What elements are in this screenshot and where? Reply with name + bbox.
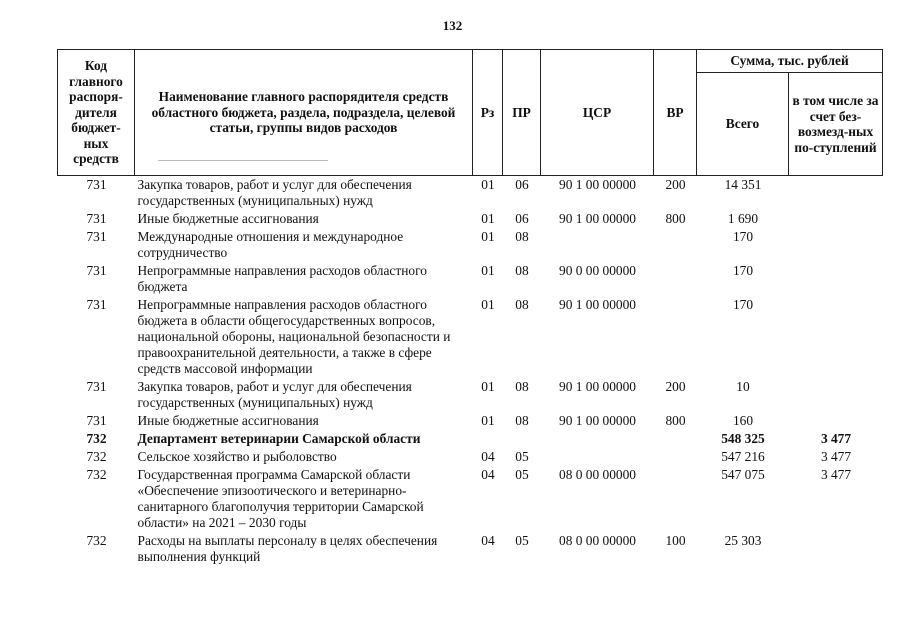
header-sum-group: Сумма, тыс. рублей: [697, 50, 883, 73]
row-code: 731: [86, 379, 107, 394]
header-rz: Рз: [473, 50, 503, 176]
row-name: Международные отношения и международное сотрудничество: [137, 229, 404, 260]
row-total: 170: [732, 263, 754, 278]
header-total: Всего: [697, 73, 789, 176]
row-rz: 01: [481, 297, 495, 312]
header-grants: в том числе за счет без-возмезд-ных по-ступлений: [789, 73, 883, 176]
row-code: 731: [86, 297, 107, 312]
row-total: 1 690: [727, 211, 759, 226]
row-total: 547 075: [721, 467, 765, 482]
page-number: 132: [442, 18, 463, 33]
row-grants: 3 477: [820, 431, 852, 446]
table-row: [58, 532, 883, 566]
row-code: 732: [86, 467, 107, 482]
budget-table: [57, 49, 883, 566]
row-rz: [473, 430, 503, 448]
row-csr: 90 1 00 00000: [559, 379, 636, 394]
row-name: Непрограммные направления расходов областного бюджета в области общегосударственных вопросов, национальной обороны, национальной безопасности и правоохранительной деятельности, а также в сфере средств массовой информации: [137, 297, 451, 376]
row-rz: 01: [481, 211, 495, 226]
table-row: [58, 228, 883, 262]
row-name: Департамент ветеринарии Самарской области: [137, 431, 421, 446]
table-row: [58, 412, 883, 430]
header-name: Наименование главного распорядителя средств областного бюджета, раздела, подраздела, целевой статьи, группы видов расходов: [135, 50, 473, 176]
row-total: 170: [732, 229, 754, 244]
row-csr: 90 1 00 00000: [559, 413, 636, 428]
row-grants: [789, 210, 883, 228]
row-grants: [789, 412, 883, 430]
row-csr: 90 1 00 00000: [559, 177, 636, 192]
header-vr: ВР: [654, 50, 697, 176]
row-name: Расходы на выплаты персоналу в целях обеспечения выполнения функций: [137, 533, 438, 564]
table-row: [58, 448, 883, 466]
row-vr: 200: [665, 379, 686, 394]
row-pr: 05: [515, 467, 529, 482]
row-total: 25 303: [724, 533, 762, 548]
row-name: Сельское хозяйство и рыболовство: [137, 449, 337, 464]
header-csr: ЦСР: [541, 50, 654, 176]
row-code: 732: [86, 449, 107, 464]
row-rz: 04: [481, 467, 495, 482]
header-code: Код главного распоря-дителя бюджет-ных средств: [58, 50, 135, 176]
row-pr: 08: [515, 263, 529, 278]
table-body: [58, 176, 883, 567]
row-name: Закупка товаров, работ и услуг для обеспечения государственных (муниципальных) нужд: [137, 177, 412, 208]
row-pr: 05: [515, 533, 529, 548]
row-name: Иные бюджетные ассигнования: [137, 211, 319, 226]
row-grants: 3 477: [820, 449, 852, 464]
row-code: 731: [86, 413, 107, 428]
row-total: 160: [732, 413, 754, 428]
row-pr: [503, 430, 541, 448]
row-name: Государственная программа Самарской области «Обеспечение эпизоотического и ветеринарно-санитарного благополучия территории Самарской области» на 2021 – 2030 годы: [137, 467, 424, 530]
row-code: 731: [86, 211, 107, 226]
row-grants: [789, 176, 883, 211]
row-code: 731: [86, 263, 107, 278]
row-vr: 200: [665, 177, 686, 192]
row-vr: [654, 466, 697, 532]
row-vr: 800: [665, 413, 686, 428]
row-code: 732: [86, 431, 107, 446]
row-name: Непрограммные направления расходов областного бюджета: [137, 263, 427, 294]
table-row: [58, 466, 883, 532]
row-pr: 08: [515, 413, 529, 428]
row-rz: 01: [481, 413, 495, 428]
row-csr: 08 0 00 00000: [559, 467, 636, 482]
row-pr: 06: [515, 211, 529, 226]
row-pr: 08: [515, 229, 529, 244]
row-pr: 08: [515, 297, 529, 312]
row-csr: 08 0 00 00000: [559, 533, 636, 548]
row-total: 14 351: [724, 177, 762, 192]
table-row: [58, 430, 883, 448]
row-vr: [654, 448, 697, 466]
row-total: 548 325: [721, 431, 765, 446]
row-vr: [654, 296, 697, 378]
row-grants: [789, 262, 883, 296]
table-row: [58, 262, 883, 296]
row-rz: 01: [481, 177, 495, 192]
row-csr: [541, 448, 654, 466]
row-code: 731: [86, 229, 107, 244]
row-grants: 3 477: [820, 467, 852, 482]
row-grants: [789, 378, 883, 412]
row-rz: 01: [481, 229, 495, 244]
header-pr: ПР: [503, 50, 541, 176]
row-total: 170: [732, 297, 754, 312]
row-pr: 05: [515, 449, 529, 464]
row-code: 732: [86, 533, 107, 548]
row-vr: [654, 262, 697, 296]
header-divider: [158, 160, 328, 161]
row-vr: [654, 430, 697, 448]
row-rz: 01: [481, 263, 495, 278]
row-total: 10: [736, 379, 750, 394]
row-rz: 04: [481, 533, 495, 548]
table-row: [58, 210, 883, 228]
row-grants: [789, 532, 883, 566]
row-vr: [654, 228, 697, 262]
row-pr: 06: [515, 177, 529, 192]
table-row: [58, 176, 883, 211]
row-csr: [541, 228, 654, 262]
row-vr: 100: [665, 533, 686, 548]
row-grants: [789, 228, 883, 262]
table-row: [58, 296, 883, 378]
row-rz: 04: [481, 449, 495, 464]
row-vr: 800: [665, 211, 686, 226]
row-name: Закупка товаров, работ и услуг для обеспечения государственных (муниципальных) нужд: [137, 379, 412, 410]
row-grants: [789, 296, 883, 378]
row-csr: [541, 430, 654, 448]
row-total: 547 216: [721, 449, 765, 464]
row-rz: 01: [481, 379, 495, 394]
table-row: [58, 378, 883, 412]
row-pr: 08: [515, 379, 529, 394]
row-code: 731: [86, 177, 107, 192]
row-name: Иные бюджетные ассигнования: [137, 413, 319, 428]
row-csr: 90 1 00 00000: [559, 211, 636, 226]
row-csr: 90 1 00 00000: [559, 297, 636, 312]
row-csr: 90 0 00 00000: [559, 263, 636, 278]
